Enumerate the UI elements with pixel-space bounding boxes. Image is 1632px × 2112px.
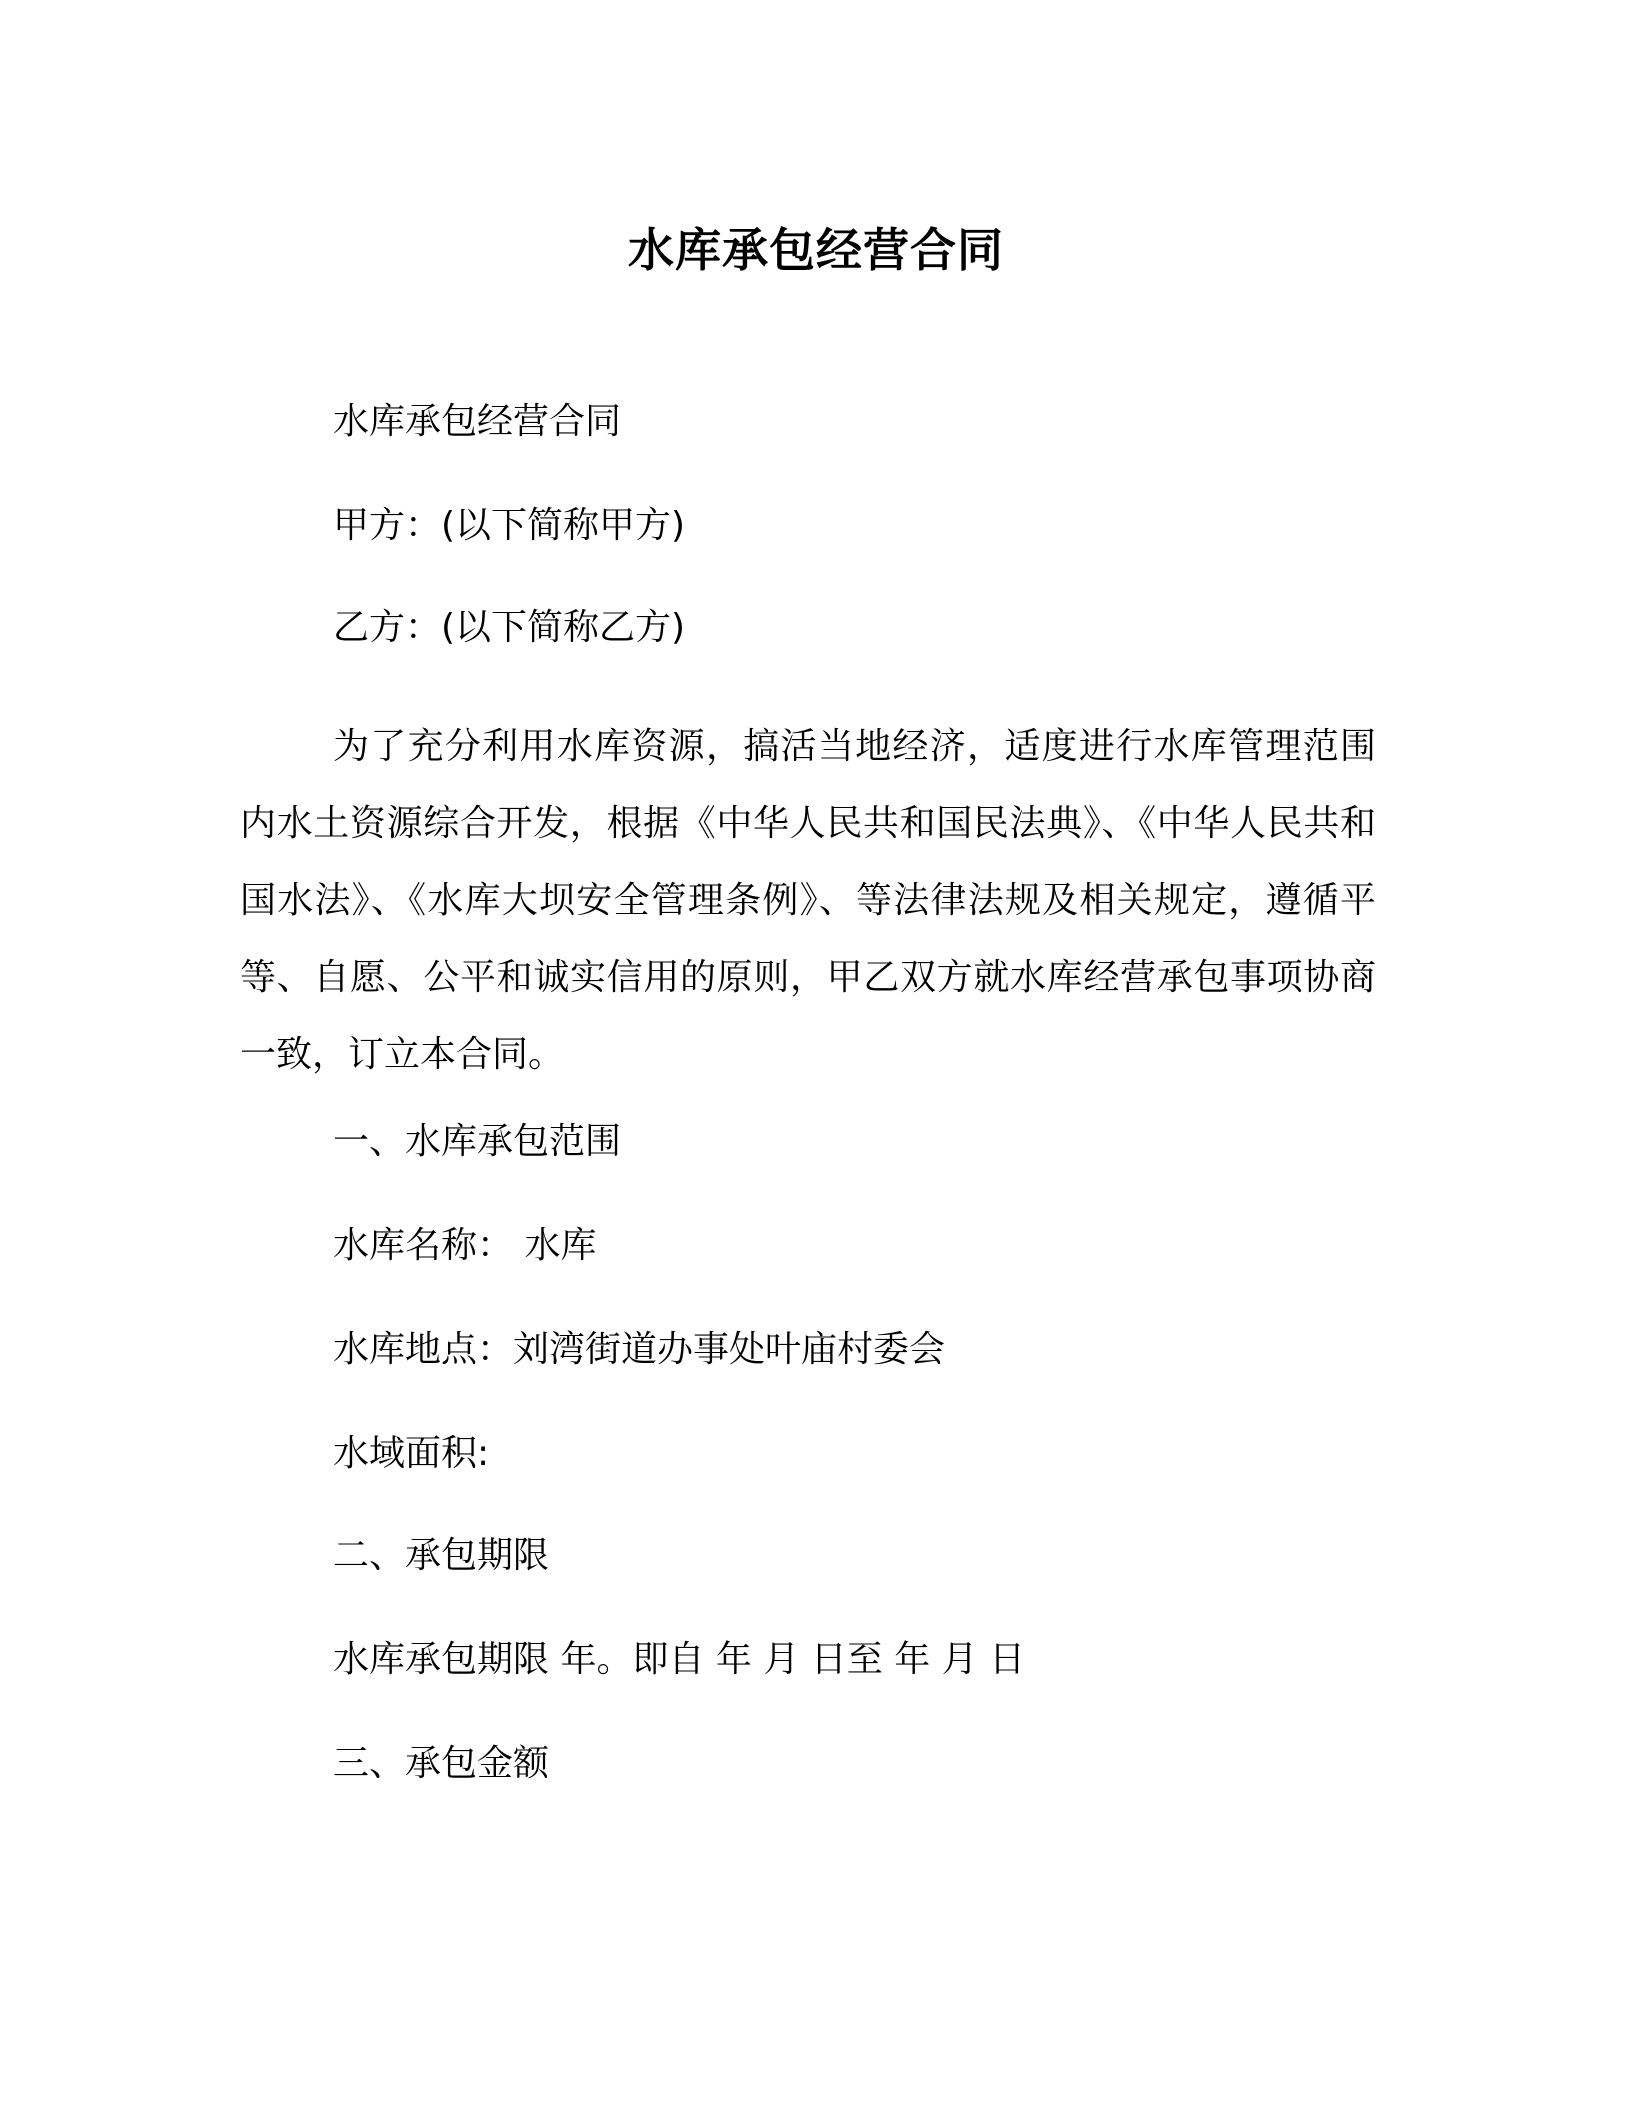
party-a-line: 甲方：(以下简称甲方): [333, 505, 686, 546]
party-b-line: 乙方：(以下简称乙方): [333, 607, 686, 648]
contract-subtitle: 水库承包经营合同: [333, 401, 622, 442]
preamble-paragraph: 为了充分利用水库资源，搞活当地经济，适度进行水库管理范围内水土资源综合开发，根据《中华人民共和国民法典》、《中华人民共和国水法》、《水库大坝安全管理条例》、等法律法规及相关规定，遵循平等、自愿、公平和诚实信用的原则，甲乙双方就水库经营承包事项协商一致，订立本合同。: [240, 726, 1376, 1075]
section-2-heading: 二、承包期限: [333, 1535, 550, 1576]
contract-term-line: 水库承包期限 年。即自 年 月 日至 年 月 日: [333, 1639, 1026, 1680]
section-3-heading: 三、承包金额: [333, 1743, 550, 1784]
section-1-heading: 一、水库承包范围: [333, 1121, 622, 1162]
reservoir-location-line: 水库地点：刘湾街道办事处叶庙村委会: [333, 1329, 946, 1370]
water-area-line: 水域面积:: [333, 1433, 490, 1474]
reservoir-name-line: 水库名称： 水库: [333, 1225, 597, 1266]
document-title: 水库承包经营合同: [628, 223, 1004, 277]
